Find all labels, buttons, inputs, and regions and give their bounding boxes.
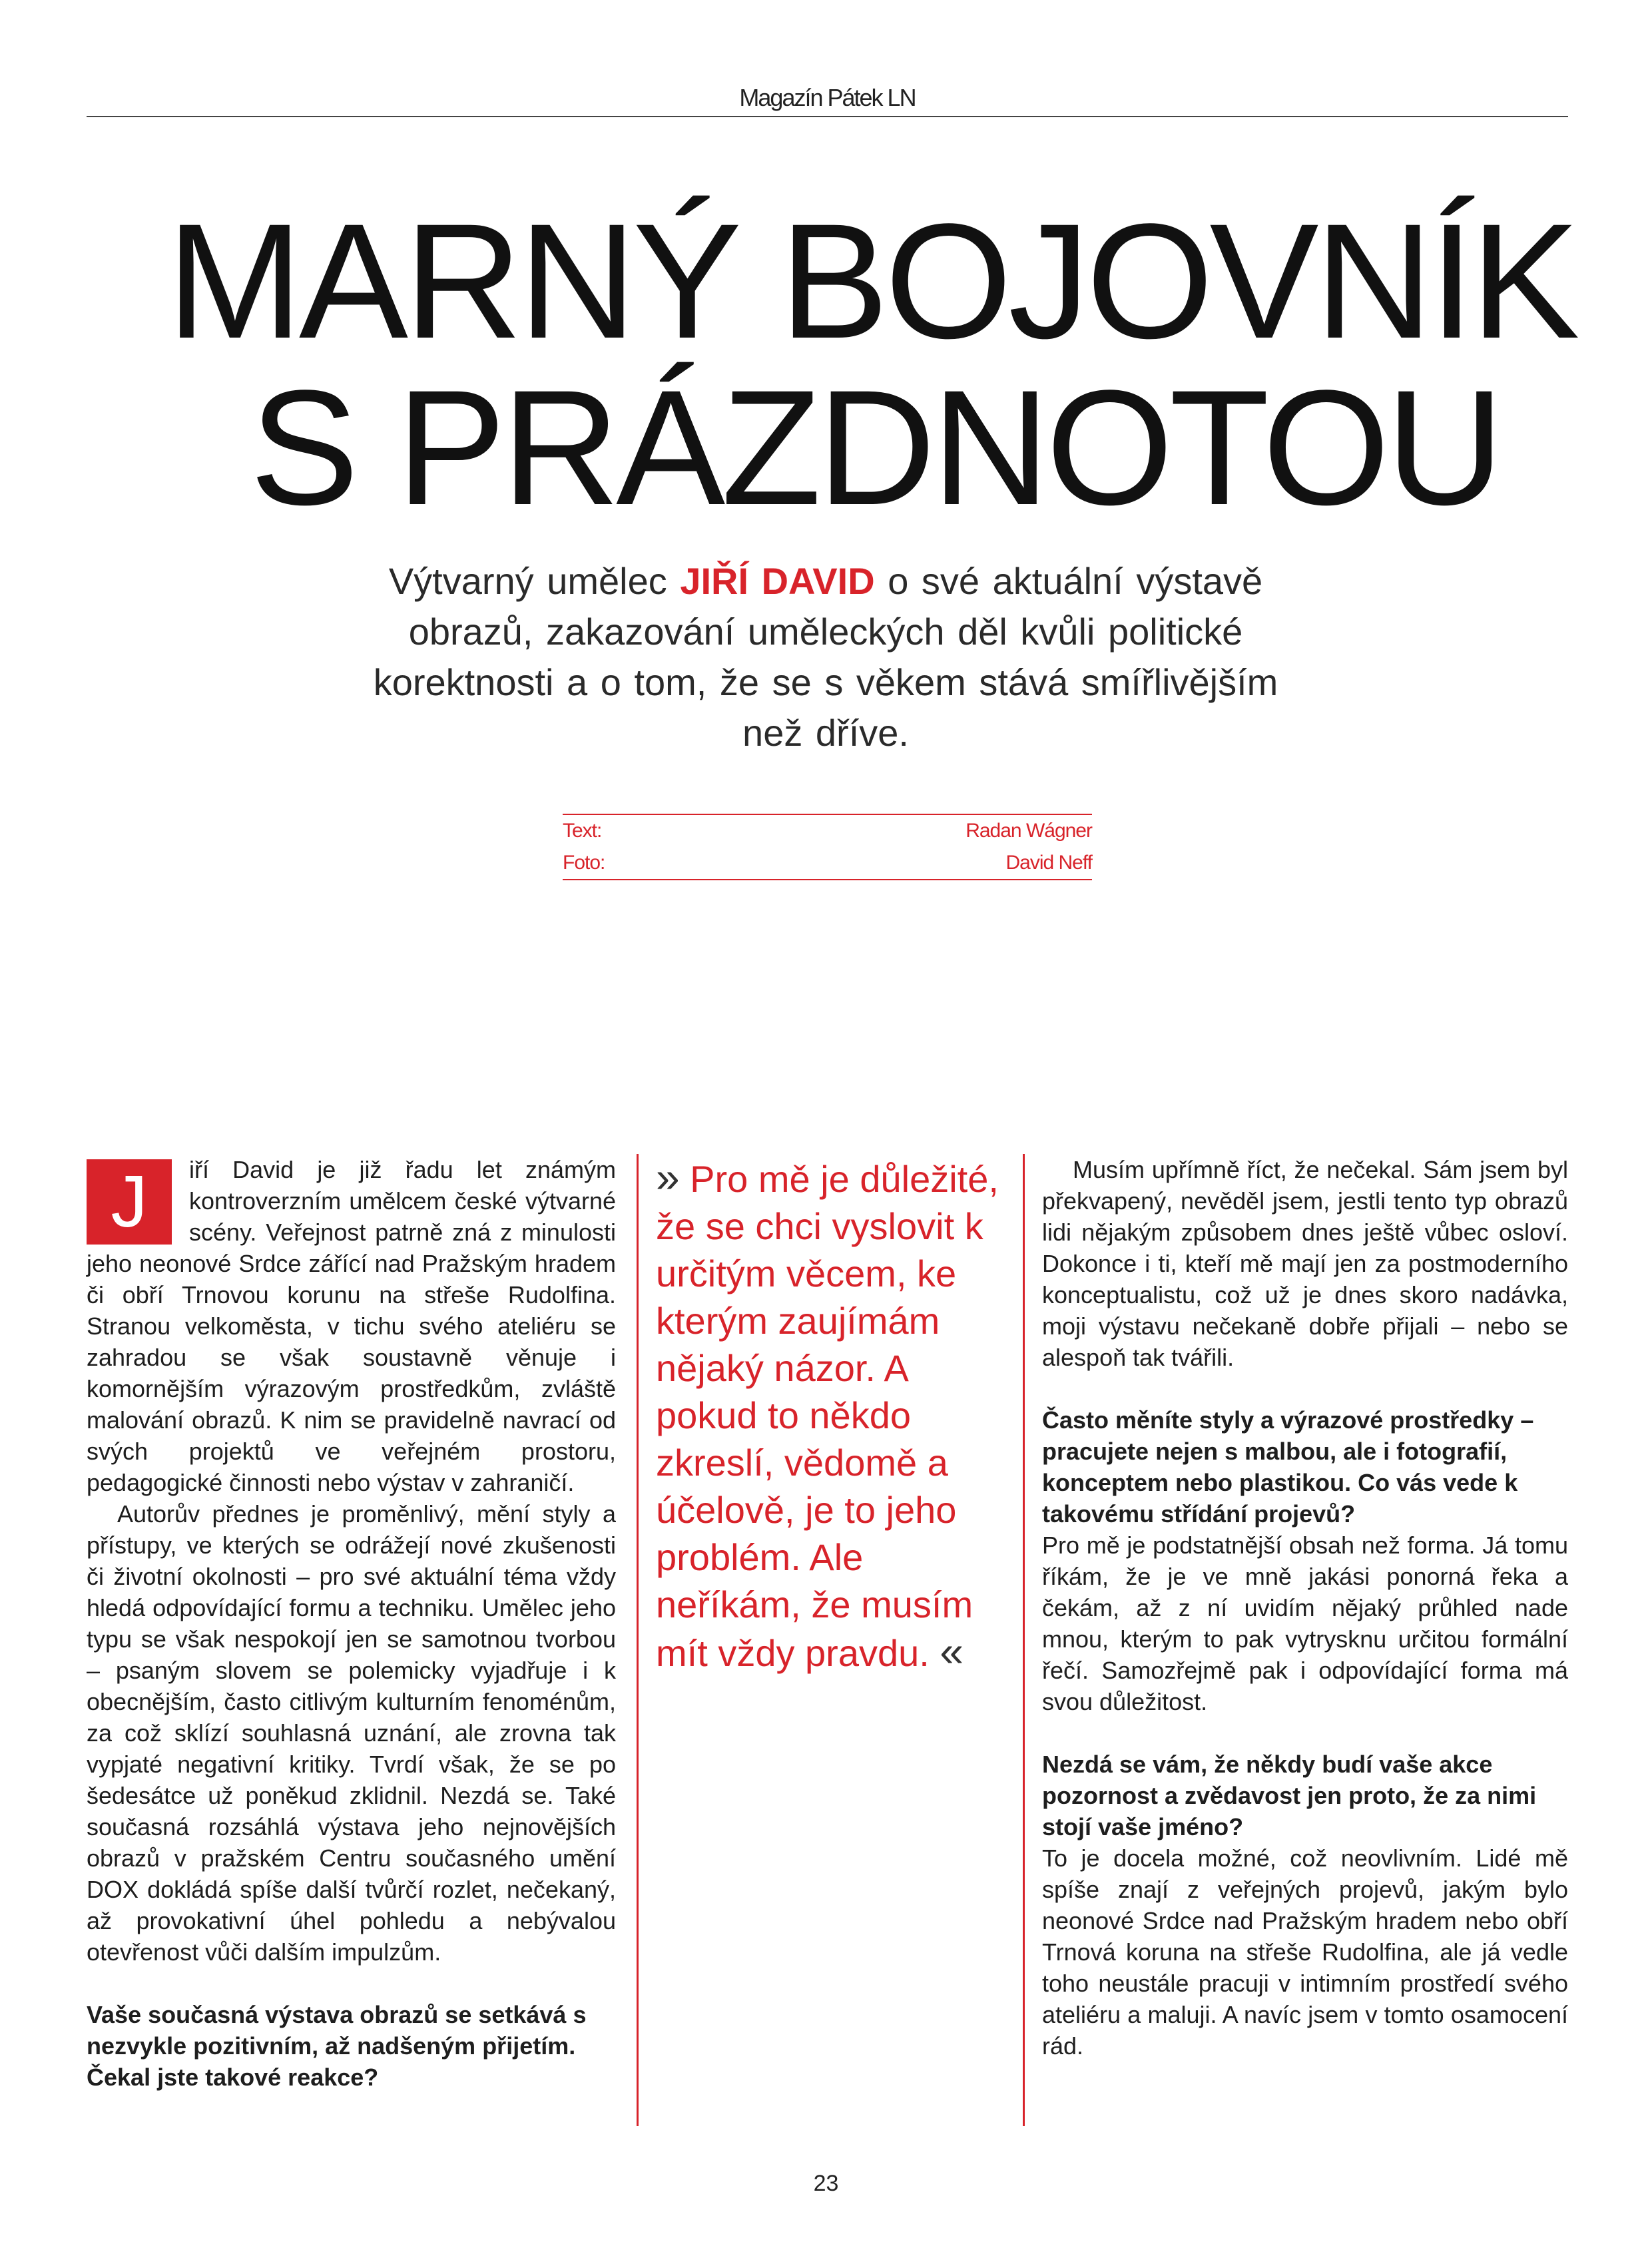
intro-paragraph: iří David je již řadu let známým kontroverzním umělcem české výtvarné scény. Veřejnost patrně zná z minulosti jeho neonové Srdce zářící nad Pražským hradem či obří Trnovou korunu na střeše Rudolfina. Stranou velkoměsta, v tichu svého ateliéru se zahradou se však soustavně věnuje i komornějším výrazovým prostředkům, zvláště malování obrazů. K nim se pravidelně navrací od svých projektů ve veřejném prostoru, pedagogické činnosti nebo výstav v zahraničí. <box>87 1156 616 1496</box>
answer-paragraph: Musím upřímně říct, že nečekal. Sám jsem byl překvapený, nevěděl jsem, jestli tento typ obrazů lidi nějakým způsobem dnes ještě vůbec osloví. Dokonce i ti, kteří mě mají jen za postmoderního konceptualistu, což už je dnes skoro nadávka, moji výstavu nečekaně dobře přijali – nebo se alespoň tak tvářili. <box>1042 1156 1568 1371</box>
answer-paragraph: To je docela možné, což neovlivním. Lidé mě spíše znají z veřejných projevů, jakým bylo neonové Srdce nad Pražským hradem nebo obří Trnová koruna na střeše Rudolfina, ale já vedle toho neustále pracuji v intimním prostředí svého ateliéru a maluji. A navíc jsem v tomto osamocení rád. <box>1042 1844 1568 2060</box>
credit-photo-author: David Neff <box>1005 852 1092 874</box>
credit-photo-row <box>563 847 1092 879</box>
quote-open-mark: » <box>656 1153 680 1201</box>
pull-quote-text: Pro mě je důležité, že se chci vyslovit k určitým věcem, ke kterým zaujímám nějaký názor. A pokud to někdo zkreslí, vědomě a účelově, je to jeho problém. Ale neříkám, že musím mít vždy pravdu. <box>656 1158 999 1674</box>
credit-text-label: Text: <box>563 820 602 842</box>
credit-text-author: Radan Wágner <box>965 820 1092 842</box>
lead-before: Výtvarný umělec <box>388 560 667 602</box>
interview-question: Nezdá se vám, že někdy budí vaše akce pozornost a zvědavost jen proto, že za nimi stojí vaše jméno? <box>1042 1751 1537 1840</box>
lead-after: o své aktuální výstavě obrazů, zakazování uměleckých děl kvůli politické korektnosti a o tom, že se s věkem stává smířlivějším než dříve. <box>373 560 1278 754</box>
credits-box <box>563 814 1092 880</box>
artist-name: JIŘÍ DAVID <box>680 560 875 602</box>
column-divider-left <box>637 1154 639 2126</box>
column-divider-right <box>1023 1154 1025 2126</box>
quote-close-mark: « <box>940 1627 964 1675</box>
page-number: 23 <box>813 2171 839 2196</box>
pull-quote <box>656 1154 1005 1677</box>
interview-question: Často měníte styly a výrazové prostředky – pracujete nejen s malbou, ale i fotografií, konceptem nebo plastikou. Co vás vede k takovému střídání projevů? <box>1042 1406 1534 1528</box>
headline-line-1: MARNÝ BOJOVNÍK <box>166 190 1576 373</box>
magazine-header <box>87 79 1568 117</box>
credit-text-row <box>563 815 1092 847</box>
body-paragraph: Autorův přednes je proměnlivý, mění styly a přístupy, ve kterých se odrážejí nové zkušenosti či životní okolnosti – pro své aktuální téma vždy hledá odpovídající formu a techniku. Umělec jeho typu se však nespokojí jen se samotnou tvorbou – psaným slovem se polemicky vyjadřuje i k obecnějším, často citlivým kulturním fenoménům, za což sklízí souhlasná uznání, ale zrovna tak vypjaté negativní kritiky. Tvrdí však, že se po šedesátce už poněkud zklidnil. Nezdá se. Také současná rozsáhlá výstava jeho nejnovějších obrazů v pražském Centru současného umění DOX dokládá spíše další tvůrčí rozlet, nečekaný, až provokativní úhel pohledu a nebývalou otevřenost vůči dalším impulzům. <box>87 1500 616 1966</box>
answer-paragraph: Pro mě je podstatnější obsah než forma. Já tomu říkám, že je ve mně jakási ponorná řeka a čekám, až z ní uvidím nějaký průhled nade mnou, kterým to pak vytrysknu určitou formální řečí. Samozřejmě pak i odpovídající forma má svou důležitost. <box>1042 1532 1568 1715</box>
credit-photo-label: Foto: <box>563 852 605 874</box>
dropcap: J <box>87 1159 172 1245</box>
column-right <box>1042 1154 1568 2062</box>
lead-paragraph <box>373 556 1278 758</box>
interview-question: Vaše současná výstava obrazů se setkává s nezvykle pozitivním, až nadšeným přijetím. Čekal jste takové reakce? <box>87 2001 587 2091</box>
column-left <box>87 1154 616 2093</box>
magazine-name: Magazín Pátek LN <box>739 84 916 111</box>
headline-line-2: S PRÁZDNOTOU <box>250 356 1500 539</box>
